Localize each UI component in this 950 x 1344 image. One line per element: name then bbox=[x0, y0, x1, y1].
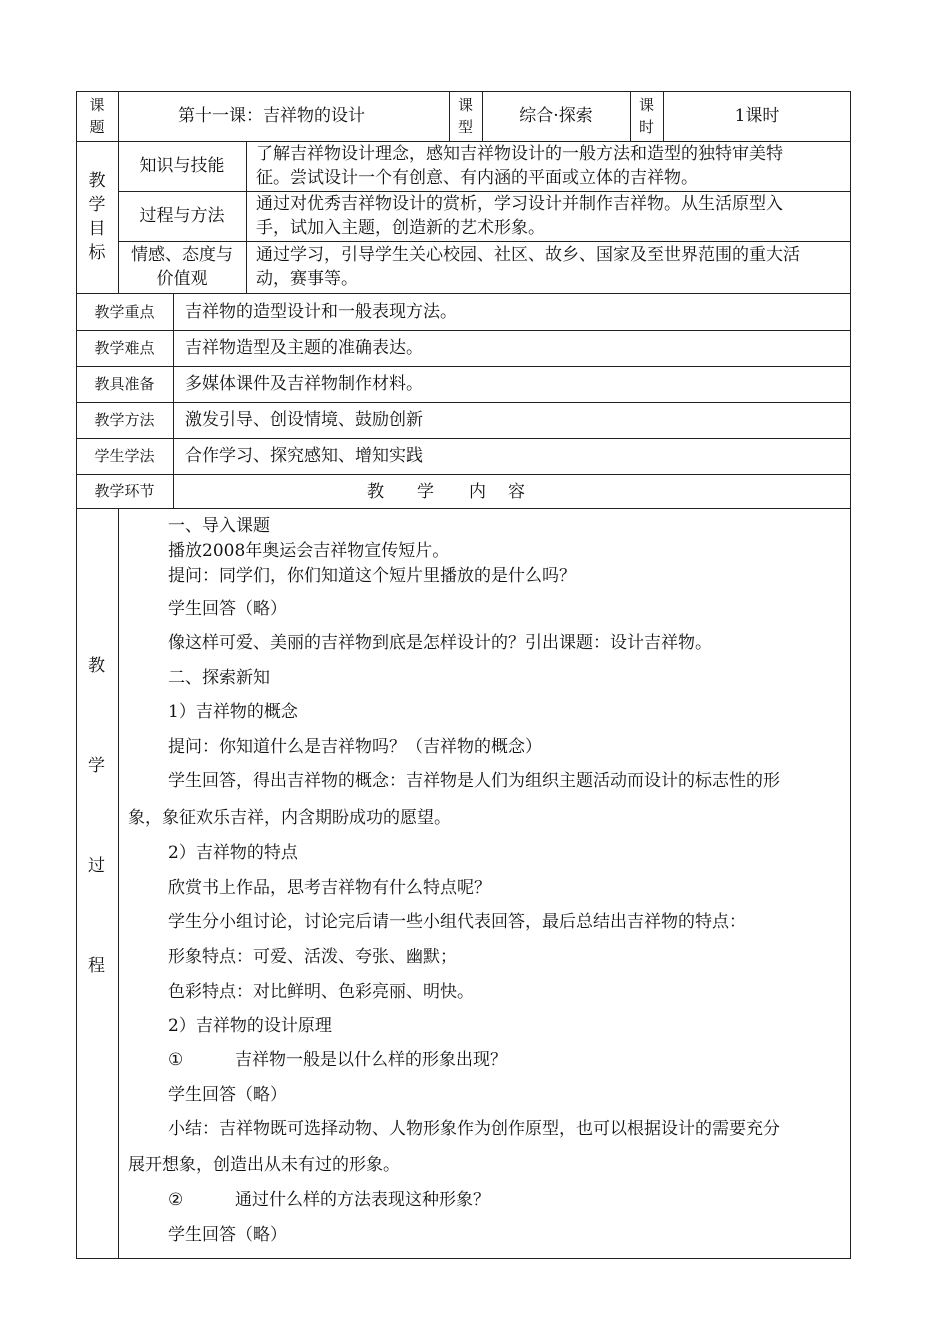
process-line: 提问：你知道什么是吉祥物吗？（吉祥物的概念） bbox=[168, 737, 542, 757]
process-line: 1）吉祥物的概念 bbox=[168, 702, 298, 722]
process-line: 色彩特点：对比鲜明、色彩亮丽、明快。 bbox=[168, 982, 474, 1002]
objective-text-process: 通过对优秀吉祥物设计的赏析，学习设计并制作吉祥物。从生活原型入 手，试加入主题，创造新的艺术形象。 bbox=[256, 194, 783, 238]
type-label: 课 型 bbox=[457, 96, 473, 136]
topic-label: 课 题 bbox=[89, 96, 105, 136]
learning-method-label: 学生学法 bbox=[94, 447, 155, 465]
type-value: 综合·探索 bbox=[519, 106, 593, 126]
process-line: 学生回答（略） bbox=[168, 1225, 287, 1245]
materials-label: 教具准备 bbox=[94, 375, 155, 393]
learning-method-value: 合作学习、探究感知、增知实践 bbox=[185, 446, 423, 466]
process-line: 学生回答（略） bbox=[168, 599, 287, 619]
process-label: 教 学 过 程 bbox=[88, 656, 105, 976]
process-line: 吉祥物一般是以什么样的形象出现？ bbox=[235, 1050, 507, 1070]
process-line: 提问：同学们，你们知道这个短片里播放的是什么吗？ bbox=[168, 566, 576, 586]
process-line: 形象特点：可爱、活泼、夸张、幽默； bbox=[168, 947, 457, 967]
objective-label-values: 情感、态度与 价值观 bbox=[131, 245, 233, 289]
process-line: 播放2008年奥运会吉祥物宣传短片。 bbox=[168, 541, 450, 561]
content-header-label: 教学环节 bbox=[94, 482, 155, 500]
process-line: 展开想象，创造出从未有过的形象。 bbox=[128, 1155, 400, 1175]
teaching-method-label: 教学方法 bbox=[94, 411, 155, 429]
process-line: 像这样可爱、美丽的吉祥物到底是怎样设计的？引出课题：设计吉祥物。 bbox=[168, 633, 712, 653]
process-line: 二、探索新知 bbox=[168, 668, 270, 688]
key-point-label: 教学重点 bbox=[94, 302, 155, 321]
process-line: 一、导入课题 bbox=[168, 516, 270, 536]
process-line: 2）吉祥物的特点 bbox=[168, 843, 298, 863]
objective-text-values: 通过学习，引导学生关心校园、社区、故乡、国家及至世界范围的重大活 动，赛事等。 bbox=[256, 245, 800, 289]
difficulty-value: 吉祥物造型及主题的准确表达。 bbox=[185, 338, 423, 358]
hours-label: 课 时 bbox=[638, 96, 654, 136]
process-line-marker: ② bbox=[168, 1190, 184, 1210]
process-line: 通过什么样的方法表现这种形象？ bbox=[235, 1190, 490, 1210]
difficulty-label: 教学难点 bbox=[94, 339, 155, 357]
objective-text-knowledge: 了解吉祥物设计理念，感知吉祥物设计的一般方法和造型的独特审美特 征。尝试设计一个有创意、有内涵的平面或立体的吉祥物。 bbox=[256, 144, 783, 188]
process-line-marker: ① bbox=[168, 1050, 184, 1070]
process-line: 学生分小组讨论，讨论完后请一些小组代表回答，最后总结出吉祥物的特点： bbox=[168, 912, 746, 932]
process-line: 学生回答，得出吉祥物的概念：吉祥物是人们为组织主题活动而设计的标志性的形 bbox=[168, 771, 780, 791]
topic-value: 第十一课：吉祥物的设计 bbox=[178, 106, 365, 126]
key-point-value: 吉祥物的造型设计和一般表现方法。 bbox=[185, 301, 457, 322]
content-header-title: 教 学 内 容 bbox=[367, 482, 525, 502]
process-line: 象，象征欢乐吉祥，内含期盼成功的愿望。 bbox=[128, 808, 451, 828]
process-line: 学生回答（略） bbox=[168, 1085, 287, 1105]
process-line: 小结：吉祥物既可选择动物、人物形象作为创作原型，也可以根据设计的需要充分 bbox=[168, 1119, 780, 1139]
materials-value: 多媒体课件及吉祥物制作材料。 bbox=[185, 374, 423, 394]
process-line: 欣赏书上作品，思考吉祥物有什么特点呢？ bbox=[168, 878, 491, 898]
process-line: 2）吉祥物的设计原理 bbox=[168, 1016, 332, 1036]
objective-label-knowledge: 知识与技能 bbox=[139, 156, 225, 176]
hours-value: 1课时 bbox=[734, 106, 780, 126]
objectives-group-label: 教 学 目 标 bbox=[88, 171, 106, 263]
teaching-method-value: 激发引导、创设情境、鼓励创新 bbox=[185, 410, 423, 430]
objective-label-process: 过程与方法 bbox=[139, 206, 225, 226]
